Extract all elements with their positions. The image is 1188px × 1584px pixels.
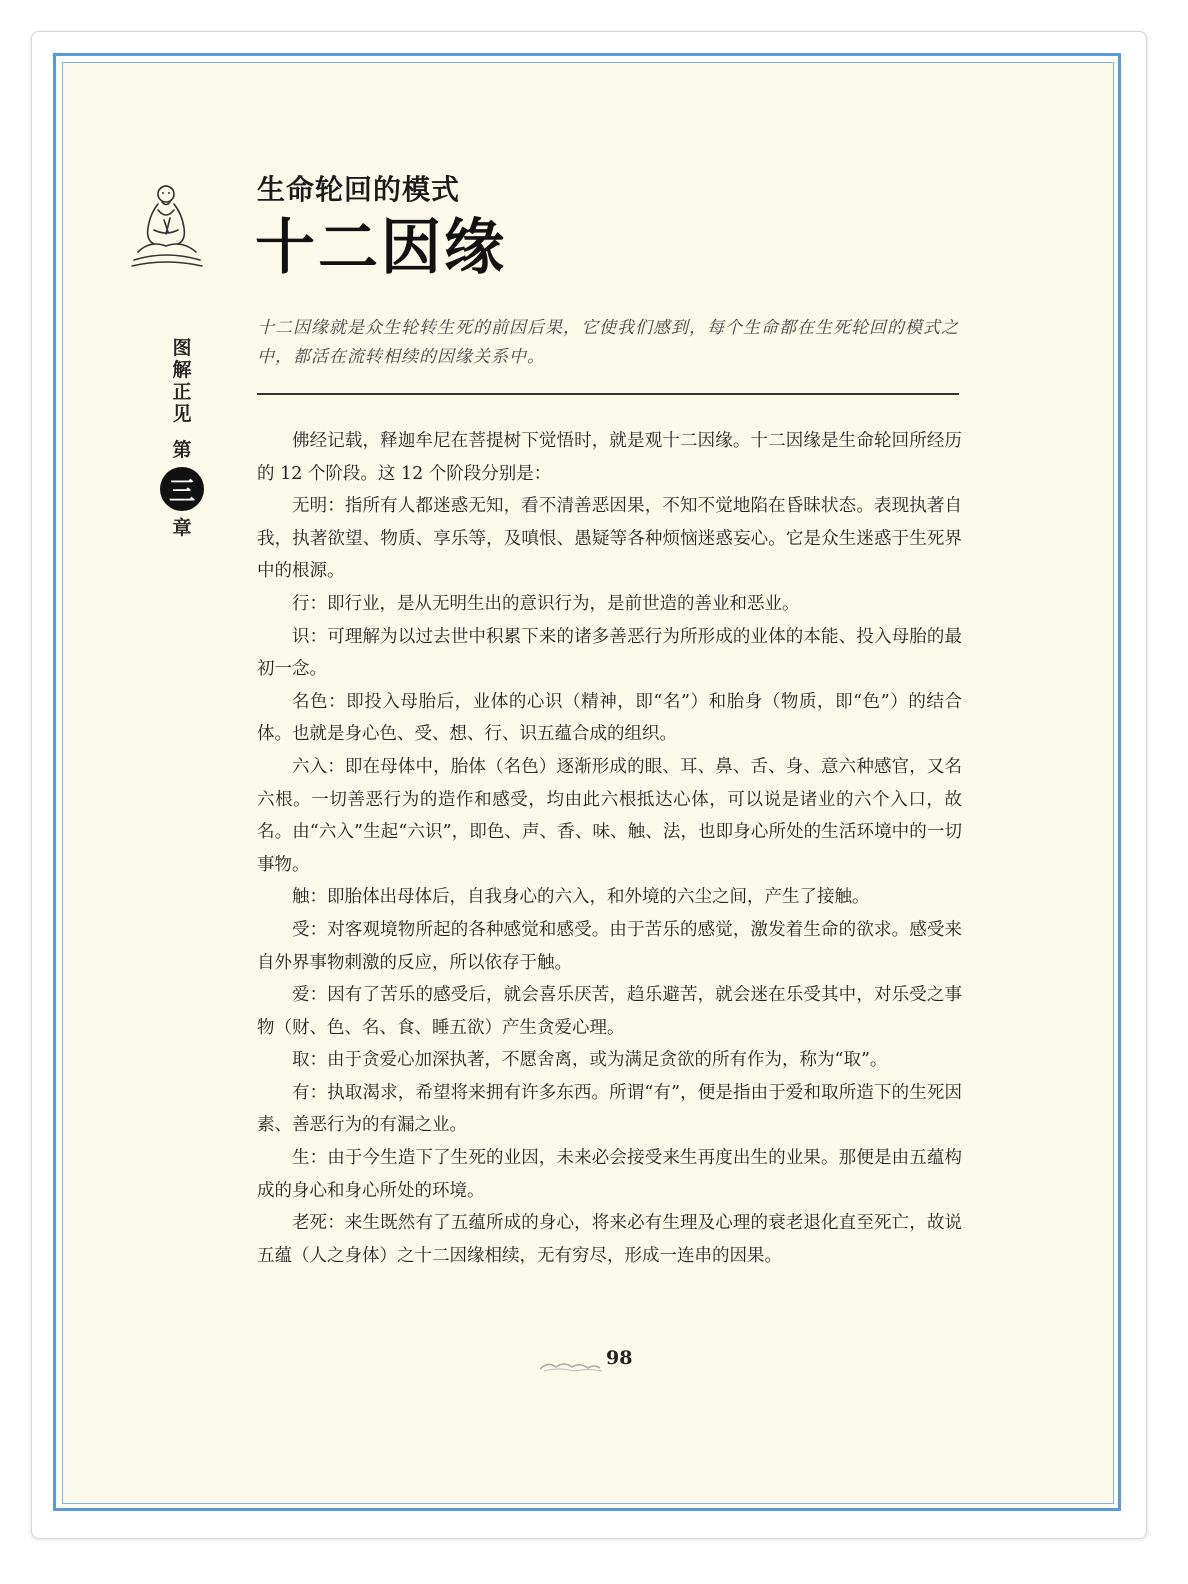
page-footer [538,1345,638,1377]
body-text [257,425,962,1272]
paragraph: 六入：即在母体中，胎体（名色）逐渐形成的眼、耳、鼻、舌、身、意六种感官，又名六根。一切善恶行为的造作和感受，均由此六根抵达心体，可以说是诸业的六个入口，故名。由“六入”生起“六识”，即色、声、香、味、触、法，也即身心所处的生活环境中的一切事物。 [257,756,962,875]
chapter-label-char: 图 [172,337,192,359]
paragraph: 爱：因有了苦乐的感受后，就会喜乐厌苦，趋乐避苦，就会迷在乐受其中，对乐受之事物（财、色、名、食、睡五欲）产生贪爱心理。 [257,985,962,1038]
chapter-label-char: 正 [172,381,192,403]
seated-monk-illustration [128,180,206,272]
paragraph: 无明：指所有人都迷惑无知，看不清善恶因果，不知不觉地陷在昏昧状态。表现执著自我，执著欲望、物质、享乐等，及嗔恨、愚疑等各种烦恼迷惑妄心。它是众生迷惑于生死界中的根源。 [257,496,962,582]
section-title: 十二因缘 [255,213,507,283]
section-subtitle: 生命轮回的模式 [257,173,461,206]
chapter-label-char: 见 [172,403,192,425]
paragraph: 触：即胎体出母体后，自我身心的六入，和外境的六尘之间，产生了接触。 [292,887,870,908]
chapter-marker [152,337,212,539]
paragraph: 佛经记载，释迦牟尼在菩提树下觉悟时，就是观十二因缘。十二因缘是生命轮回所经历的 12 个阶段。这 12 个阶段分别是： [257,431,962,484]
page-number: 98 [606,1347,633,1369]
paragraph: 受：对客观境物所起的各种感觉和感受。由于苦乐的感觉，激发着生命的欲求。感受来自外界事物刺激的反应，所以依存于触。 [257,919,962,973]
chapter-number-badge: 三 [160,467,204,511]
intro-text: 十二因缘就是众生轮转生死的前因后果，它使我们感到，每个生命都在生死轮回的模式之中，都活在流转相续的因缘关系中。 [257,318,959,367]
paragraph: 名色：即投入母胎后，业体的心识（精神，即“名”）和胎身（物质，即“色”）的结合体。也就是身心色、受、想、行、识五蕴合成的组织。 [257,691,962,745]
paragraph: 老死：来生既然有了五蕴所成的身心，将来必有生理及心理的衰老退化直至死亡，故说五蕴（人之身体）之十二因缘相续，无有穷尽，形成一连串的因果。 [257,1213,962,1266]
chapter-label-char: 解 [172,359,192,381]
chapter-zhang-char: 章 [172,517,192,539]
paragraph: 有：执取渴求，希望将来拥有许多东西。所谓“有”，便是指由于爱和取所造下的生死因素、善恶行为的有漏之业。 [257,1082,962,1136]
divider-rule [257,393,959,395]
paragraph: 识：可理解为以过去世中积累下来的诸多善恶行为所形成的业体的本能、投入母胎的最初一念。 [257,626,962,680]
paragraph: 行：即行业，是从无明生出的意识行为，是前世造的善业和恶业。 [292,593,800,614]
chapter-di-char: 第 [172,439,192,461]
paragraph: 生：由于今生造下了生死的业因，未来必会接受来生再度出生的业果。那便是由五蕴构成的身心和身心所处的环境。 [257,1148,962,1201]
paragraph: 取：由于贪爱心加深执著，不愿舍离，或为满足贪欲的所有作为，称为“取”。 [292,1050,888,1071]
